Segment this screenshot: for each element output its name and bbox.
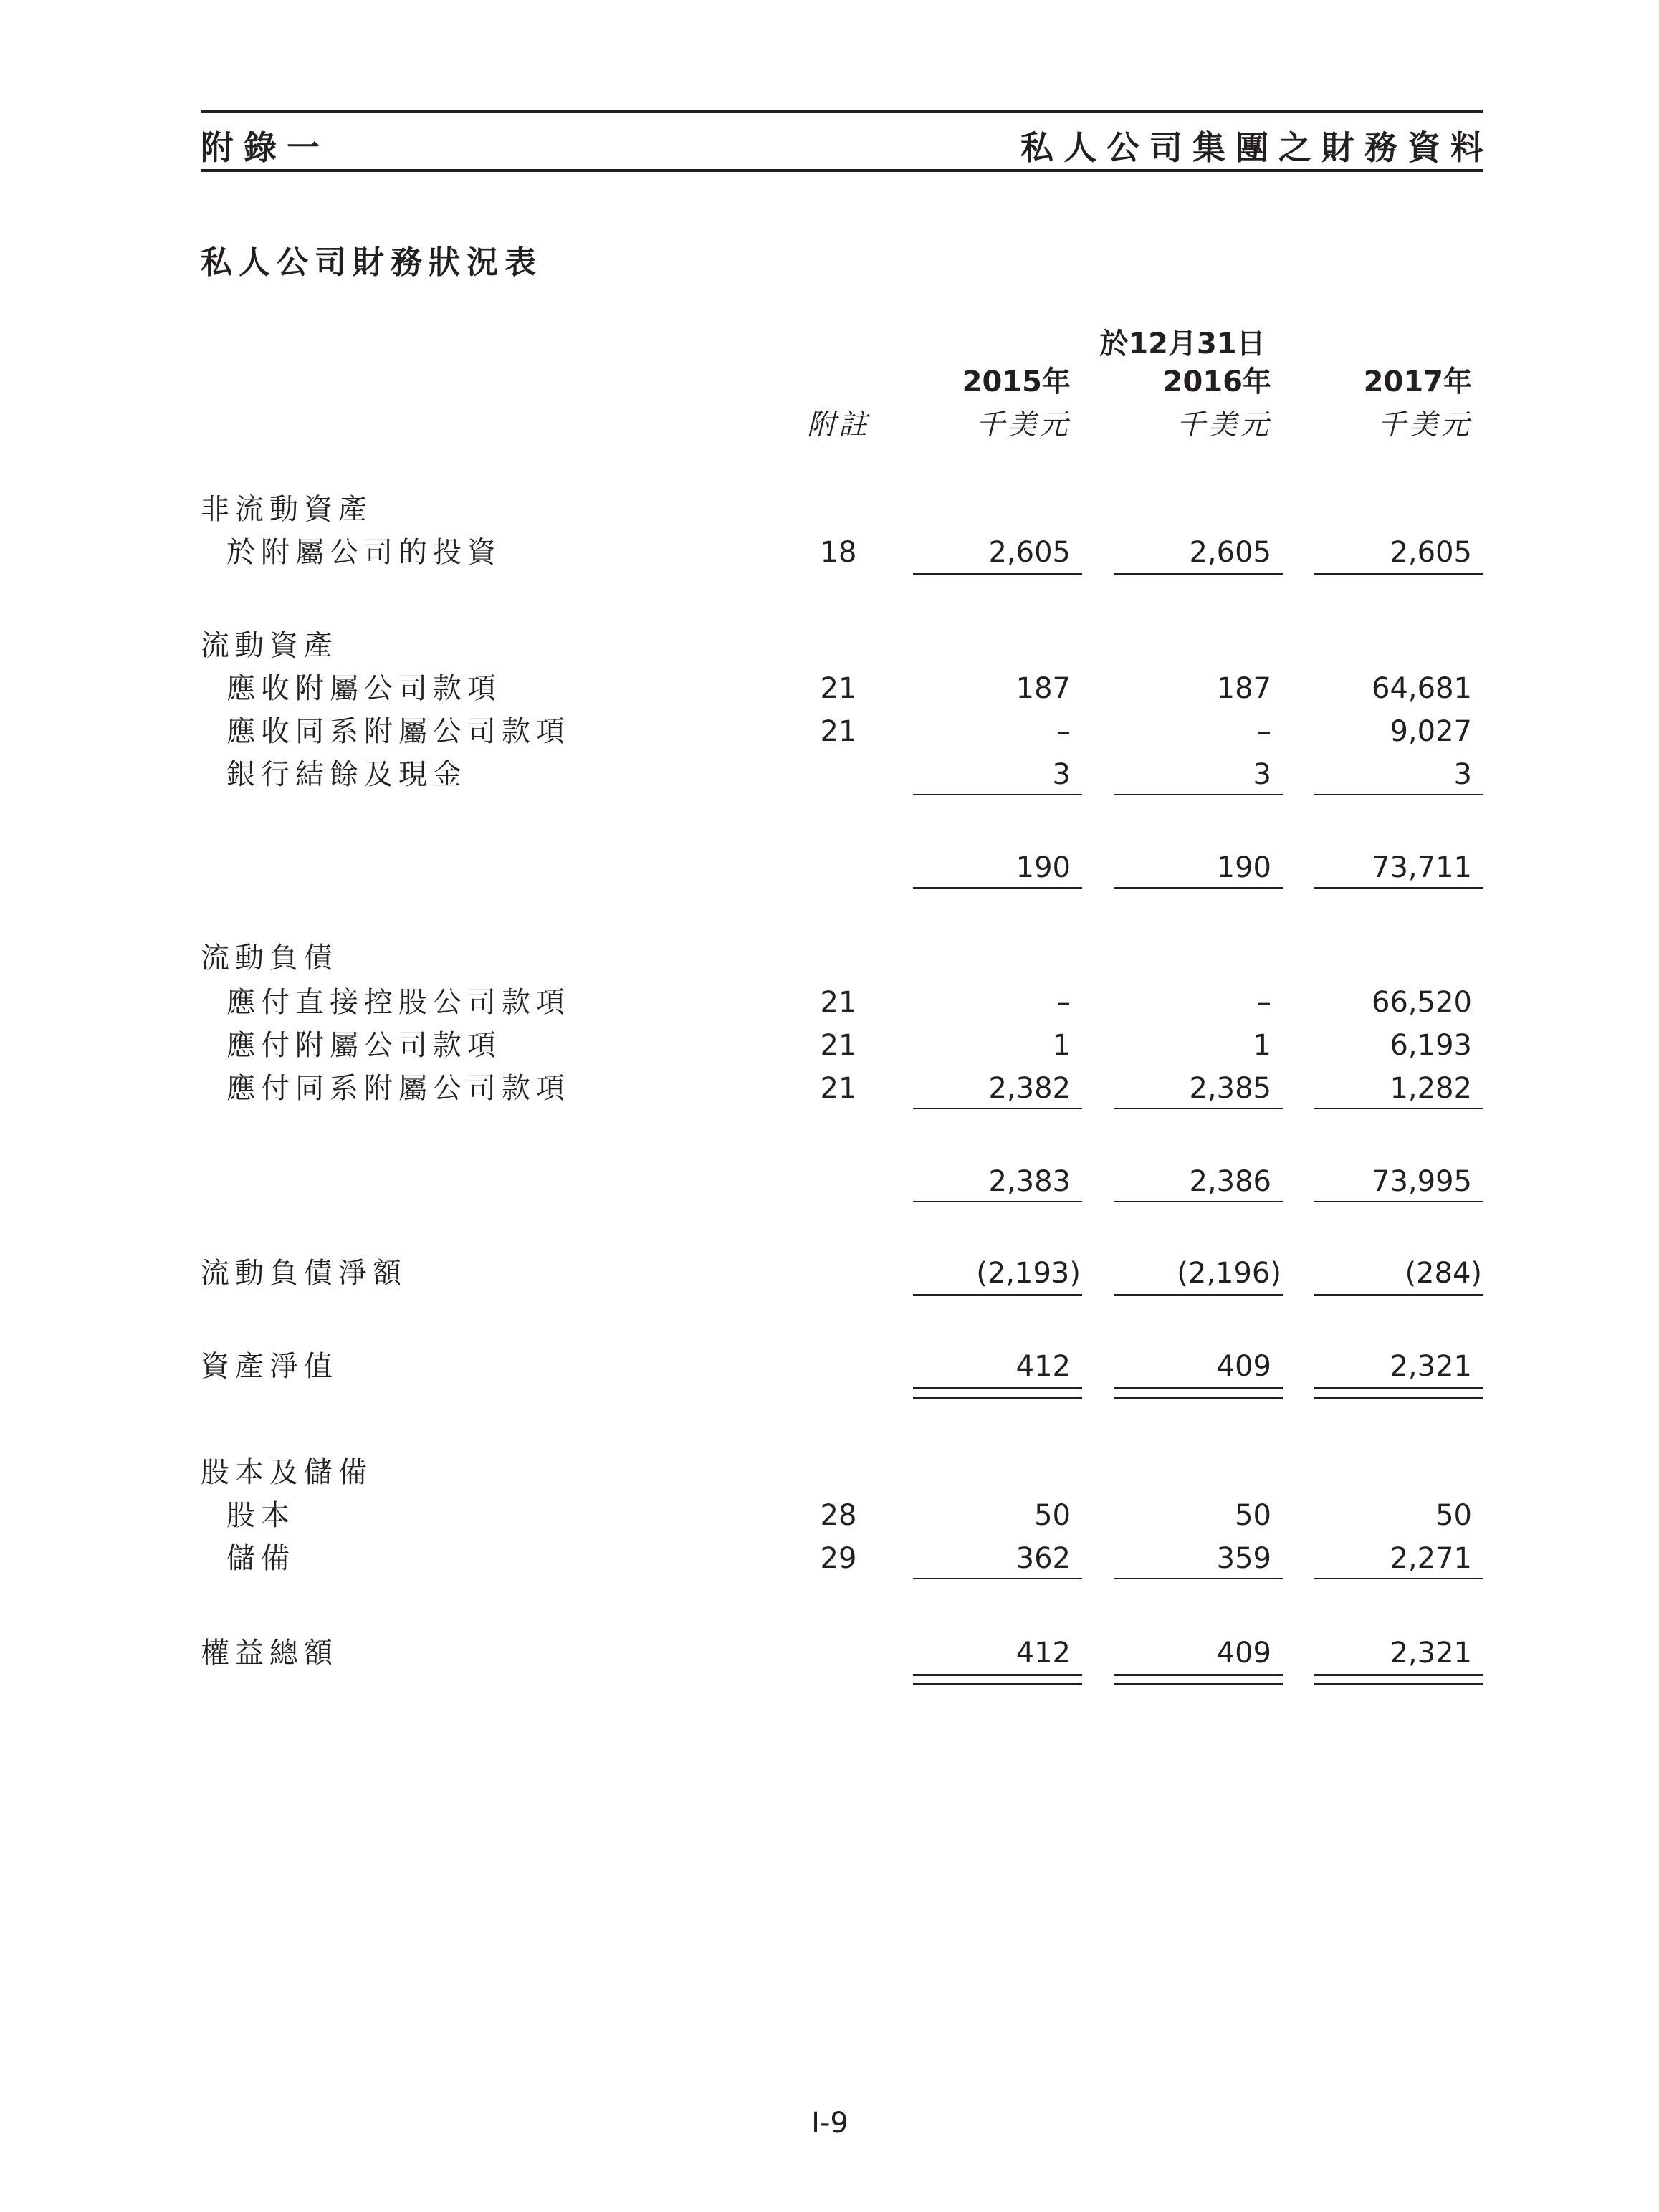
cell-2017: 3: [1453, 758, 1472, 791]
cell-2016: 1: [1253, 1029, 1271, 1062]
page-number: I-9: [811, 2107, 848, 2140]
underline-rule: [1114, 1108, 1283, 1109]
cell-2015: 2,382: [988, 1072, 1071, 1105]
underline-rule: [1314, 1108, 1483, 1109]
row-label-net-current-liabilities: 流動負債淨額: [201, 1257, 407, 1290]
negative-value: (2,193): [976, 1257, 1081, 1290]
cell-2017: 9,027: [1390, 715, 1472, 748]
cell-2017: 2,271: [1390, 1542, 1472, 1575]
section-title: 私人公司集團之財務資料: [1020, 128, 1493, 167]
cell-2016: 359: [1216, 1542, 1271, 1575]
underline-rule: [1114, 887, 1283, 889]
row-note: 21: [820, 986, 857, 1019]
row-label-net-assets: 資產淨值: [201, 1350, 338, 1383]
underline-rule: [1314, 1201, 1483, 1202]
row-note: 21: [820, 1072, 857, 1105]
cell-2015: 412: [1015, 1350, 1071, 1383]
section-title-non-current-assets: 非流動資產: [201, 493, 373, 526]
subtotal-2016: 2,386: [1189, 1165, 1271, 1198]
row-label: 應收附屬公司款項: [226, 672, 502, 705]
underline-rule: [1114, 573, 1283, 575]
cell-2016: 50: [1235, 1499, 1271, 1532]
underline-rule: [913, 794, 1082, 795]
page-header: [201, 110, 1493, 172]
cell-2015: 3: [1052, 758, 1071, 791]
cell-2015: –: [1056, 986, 1071, 1019]
underline-rule: [1314, 1294, 1483, 1296]
row-label: 應收同系附屬公司款項: [226, 715, 570, 748]
row-label: 銀行結餘及現金: [226, 758, 467, 791]
cell-2016: 2,605: [1189, 536, 1271, 569]
cell-2015: –: [1056, 715, 1071, 748]
row-note: 21: [820, 672, 857, 705]
cell-2017: 6,193: [1390, 1029, 1472, 1062]
cell-2015: [913, 1255, 1081, 1291]
cell-2015: 362: [1015, 1542, 1071, 1575]
underline-rule: [1314, 794, 1483, 795]
underline-rule: [1114, 1294, 1283, 1296]
row-label-total-equity: 權益總額: [201, 1637, 338, 1670]
appendix-label: 附錄一: [201, 128, 330, 167]
double-underline-rule: [1314, 1387, 1483, 1399]
subtotal-2017: 73,995: [1372, 1165, 1472, 1198]
underline-rule: [1314, 1578, 1483, 1579]
underline-rule: [1114, 1201, 1283, 1202]
cell-2016: –: [1257, 715, 1271, 748]
subtotal-2015: 2,383: [988, 1165, 1071, 1198]
row-label: 應付同系附屬公司款項: [226, 1072, 570, 1105]
double-underline-rule: [1114, 1674, 1283, 1685]
double-underline-rule: [1314, 1674, 1483, 1685]
cell-2016: 2,385: [1189, 1072, 1271, 1105]
row-label: 應付直接控股公司款項: [226, 986, 570, 1019]
cell-2017: [1314, 1255, 1482, 1291]
cell-2017: 1,282: [1390, 1072, 1472, 1105]
underline-rule: [913, 573, 1082, 575]
cell-2016: 409: [1216, 1637, 1271, 1670]
row-note: 21: [820, 1029, 857, 1062]
underline-rule: [1314, 573, 1483, 575]
row-label-investment-in-subsidiaries: 於附屬公司的投資: [226, 536, 502, 569]
row-label: 應付附屬公司款項: [226, 1029, 502, 1062]
row-label: 股本: [226, 1499, 295, 1532]
negative-value: (284): [1405, 1257, 1482, 1290]
cell-2015: 1: [1052, 1029, 1071, 1062]
section-title-current-liabilities: 流動負債: [201, 942, 338, 975]
row-note: 29: [820, 1542, 857, 1575]
row-note: 21: [820, 715, 857, 748]
row-label: 儲備: [226, 1542, 295, 1575]
row-note: 28: [820, 1499, 857, 1532]
subtotal-2016: 190: [1216, 851, 1271, 884]
underline-rule: [913, 1294, 1082, 1296]
underline-rule: [913, 1108, 1082, 1109]
cell-2017: 2,321: [1390, 1350, 1472, 1383]
underline-rule: [913, 1201, 1082, 1202]
subtotal-2015: 190: [1015, 851, 1071, 884]
cell-2017: 66,520: [1372, 986, 1472, 1019]
cell-2015: 2,605: [988, 536, 1071, 569]
underline-rule: [913, 887, 1082, 889]
negative-value: (2,196): [1177, 1257, 1281, 1290]
unit-header-2017: 千美元: [1377, 408, 1472, 441]
cell-2015: 187: [1015, 672, 1071, 705]
cell-2017: 2,605: [1390, 536, 1472, 569]
date-caption: 於12月31日: [1099, 327, 1266, 360]
cell-2016: –: [1257, 986, 1271, 1019]
section-title-capital-and-reserves: 股本及儲備: [201, 1456, 373, 1489]
cell-2016: [1114, 1255, 1281, 1291]
section-title-current-assets: 流動資產: [201, 629, 338, 662]
cell-2017: 2,321: [1390, 1637, 1472, 1670]
year-header-2017: 2017年: [1363, 365, 1472, 398]
double-underline-rule: [913, 1674, 1082, 1685]
statement-title: 私人公司財務狀況表: [201, 244, 542, 281]
double-underline-rule: [1114, 1387, 1283, 1399]
unit-header-2016: 千美元: [1177, 408, 1271, 441]
cell-2017: 64,681: [1372, 672, 1472, 705]
underline-rule: [913, 1578, 1082, 1579]
year-header-2016: 2016年: [1162, 365, 1271, 398]
underline-rule: [1314, 887, 1483, 889]
cell-2017: 50: [1435, 1499, 1472, 1532]
note-column-header: 附註: [807, 408, 870, 441]
underline-rule: [1114, 794, 1283, 795]
year-header-2015: 2015年: [962, 365, 1071, 398]
underline-rule: [1114, 1578, 1283, 1579]
cell-2015: 412: [1015, 1637, 1071, 1670]
cell-2016: 187: [1216, 672, 1271, 705]
cell-2015: 50: [1034, 1499, 1071, 1532]
cell-2016: 3: [1253, 758, 1271, 791]
row-note: 18: [820, 536, 857, 569]
unit-header-2015: 千美元: [976, 408, 1071, 441]
subtotal-2017: 73,711: [1372, 851, 1472, 884]
double-underline-rule: [913, 1387, 1082, 1399]
cell-2016: 409: [1216, 1350, 1271, 1383]
